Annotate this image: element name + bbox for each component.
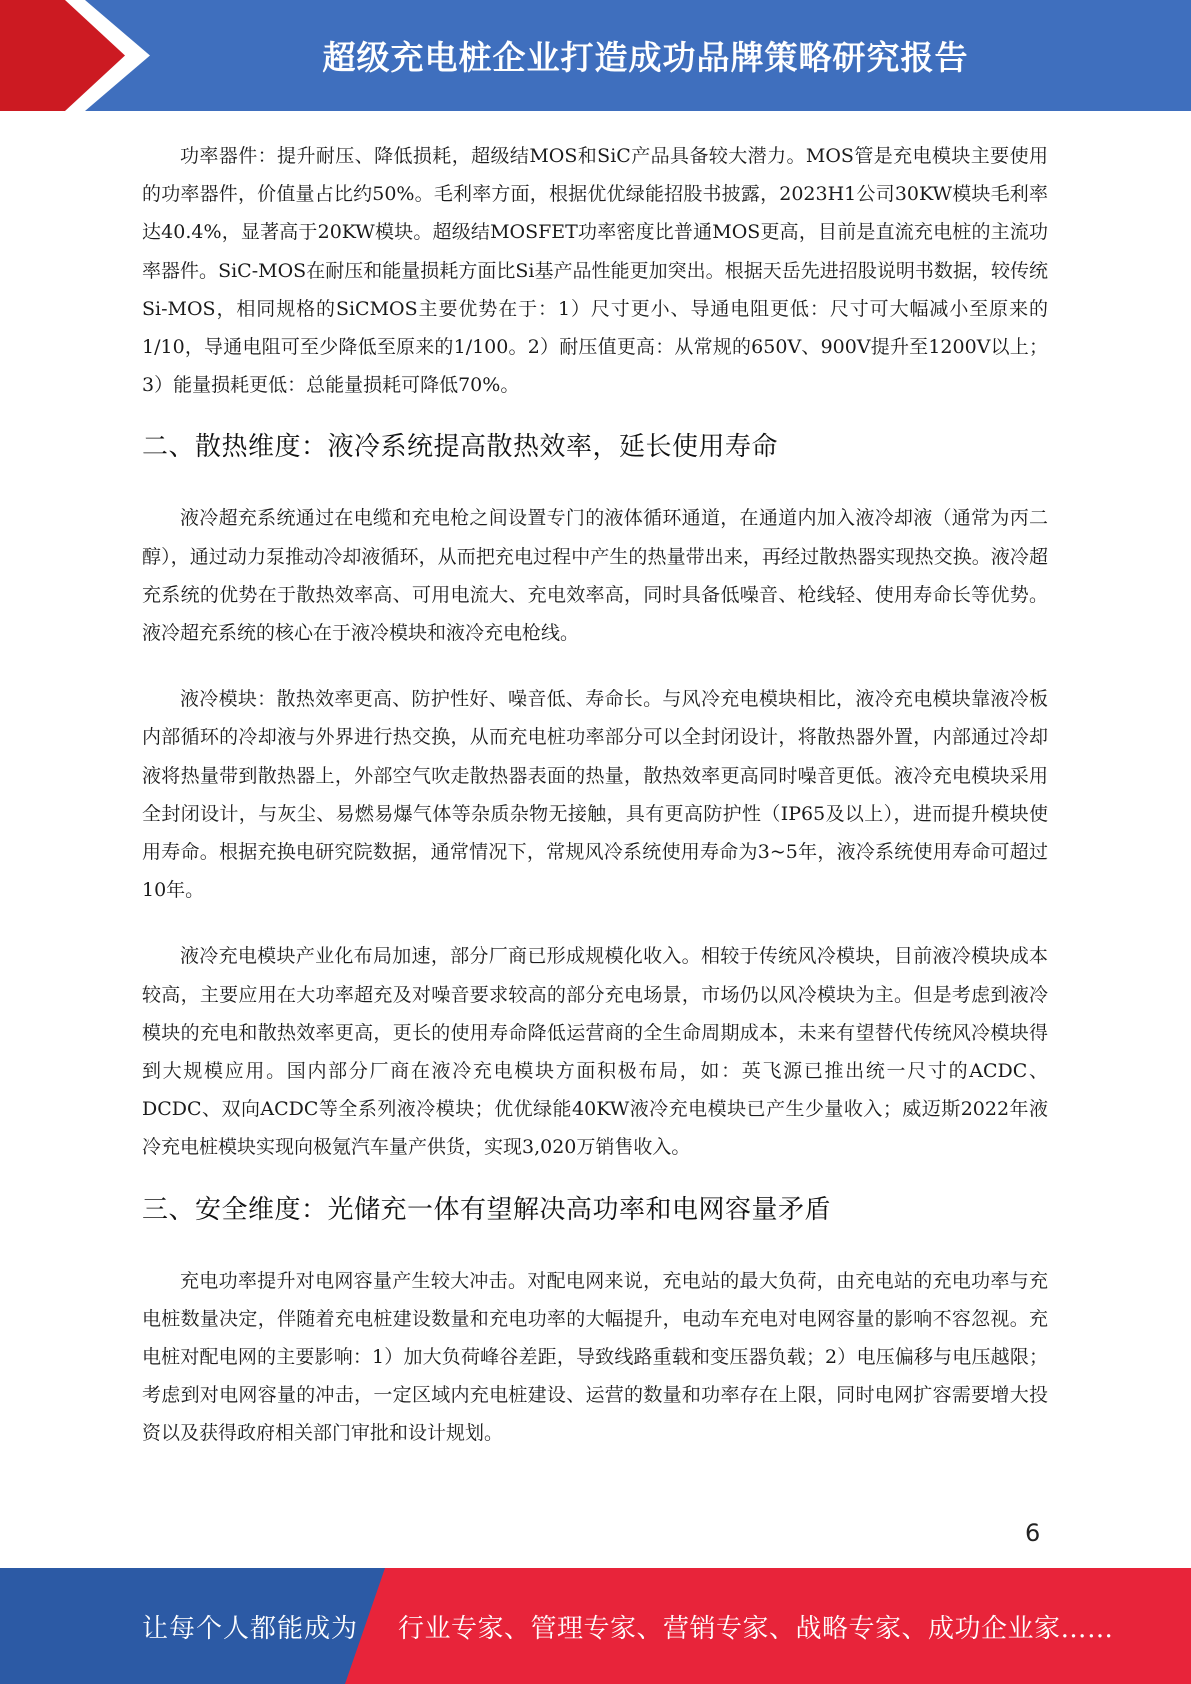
paragraph-liquid-cooling-module: 液冷模块：散热效率更高、防护性好、噪音低、寿命长。与风冷充电模块相比，液冷充电模块靠液冷板内部循环的冷却液与外界进行热交换，从而充电桩功率部分可以全封闭设计，将散热器外置，内部通过冷却液将热量带到散热器上，外部空气吹走散热器表面的热量，散热效率更高同时噪音更低。液冷充电模块采用全封闭设计，与灰尘、易燃易爆气体等杂质杂物无接触，具有更高防护性（IP65及以上），进而提升模块使用寿命。根据充换电研究院数据，通常情况下，常规风冷系统使用寿命为3~5年，液冷系统使用寿命可超过10年。 [142,688,1048,902]
paragraph-power-devices: 功率器件：提升耐压、降低损耗，超级结MOS和SiC产品具备较大潜力。MOS管是充电模块主要使用的功率器件，价值量占比约50%。毛利率方面，根据优优绿能招股书披露，2023H1公司30KW模块毛利率达40.4%，显著高于20KW模块。超级结MOSFET功率密度比普通MOS更高，目前是直流充电桩的主流功率器件。SiC-MOS在耐压和能量损耗方面比Si基产品性能更加突出。根据天岳先进招股说明书数据，较传统Si-MOS，相同规格的SiCMOS主要优势在于：1）尺寸更小、导通电阻更低：尺寸可大幅减小至原来的1/10，导通电阻可至少降低至原来的1/100。2）耐压值更高：从常规的650V、900V提升至1200V以上；3）能量损耗更低：总能量损耗可降低70%。 [142,145,1048,397]
footer-banner [0,1568,1191,1684]
paragraph-liquid-cooling-system: 液冷超充系统通过在电缆和充电枪之间设置专门的液体循环通道，在通道内加入液冷却液（通常为丙二醇），通过动力泵推动冷却液循环，从而把充电过程中产生的热量带出来，再经过散热器实现热交换。液冷超充系统的优势在于散热效率高、可用电流大、充电效率高，同时具备低噪音、枪线轻、使用寿命长等优势。液冷超充系统的核心在于液冷模块和液冷充电枪线。 [142,507,1048,645]
page-title: 超级充电桩企业打造成功品牌策略研究报告 [322,38,969,77]
page-number: 6 [1025,1519,1041,1547]
document-body [142,137,1048,1453]
footer-slogan-left: 让每个人都能成为 [142,1613,359,1644]
header-banner [0,0,1191,111]
paragraph-grid-impact: 充电功率提升对电网容量产生较大冲击。对配电网来说，充电站的最大负荷，由充电站的充电功率与充电桩数量决定，伴随着充电桩建设数量和充电功率的大幅提升，电动车充电对电网容量的影响不容忽视。充电桩对配电网的主要影响：1）加大负荷峰谷差距，导致线路重载和变压器负载；2）电压偏移与电压越限；考虑到对电网容量的冲击，一定区域内充电桩建设、运营的数量和功率存在上限，同时电网扩容需要增大投资以及获得政府相关部门审批和设计规划。 [142,1269,1048,1445]
header-arrow-decoration [0,0,150,111]
footer-slogan-right: 行业专家、管理专家、营销专家、战略专家、成功企业家…… [398,1613,1114,1644]
section-heading-safety: 三、安全维度：光储充一体有望解决高功率和电网容量矛盾 [142,1194,832,1225]
paragraph-industrialization: 液冷充电模块产业化布局加速，部分厂商已形成规模化收入。相较于传统风冷模块，目前液冷模块成本较高，主要应用在大功率超充及对噪音要求较高的部分充电场景，市场仍以风冷模块为主。但是考虑到液冷模块的充电和散热效率更高，更长的使用寿命降低运营商的全生命周期成本，未来有望替代传统风冷模块得到大规模应用。国内部分厂商在液冷充电模块方面积极布局，如：英飞源已推出统一尺寸的ACDC、DCDC、双向ACDC等全系列液冷模块；优优绿能40KW液冷充电模块已产生少量收入；威迈斯2022年液冷充电桩模块实现向极氪汽车量产供货，实现3,020万销售收入。 [142,945,1048,1159]
section-heading-cooling: 二、散热维度：液冷系统提高散热效率，延长使用寿命 [142,432,779,463]
